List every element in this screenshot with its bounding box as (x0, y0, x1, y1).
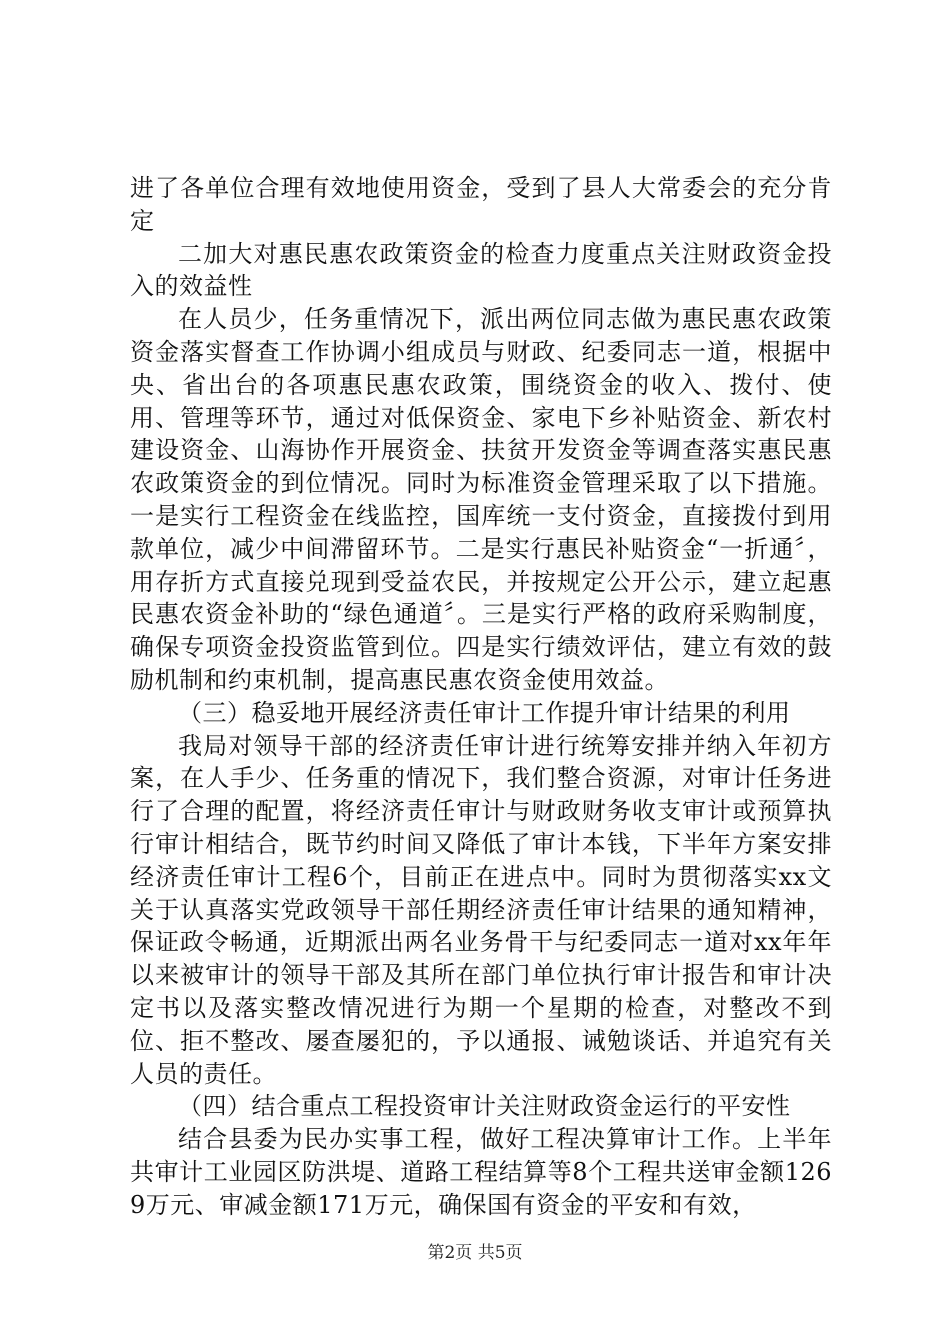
paragraph-continuation: 进了各单位合理有效地使用资金，受到了县人大常委会的充分肯定 (130, 174, 832, 235)
paragraph-economic-audit: 我局对领导干部的经济责任审计进行统筹安排并纳入年初方案，在人手少、任务重的情况下，我们整合资源，对审计任务进行了合理的配置，将经济责任审计与财政财务收支审计或预算执行审计相结合，既节约时间又降低了审计本钱，下半年方案安排经济责任审计工程6个，目前正在进点中。同时为贯彻落实xx文关于认真落实党政领导干部任期经济责任审计结果的通知精神，保证政令畅通，近期派出两名业务骨干与纪委同志一道对xx年年以来被审计的领导干部及其所在部门单位执行审计报告和审计决定书以及落实整改情况进行为期一个星期的检查，对整改不到位、拒不整改、屡查屡犯的，予以通报、诫勉谈话、并追究有关人员的责任。 (130, 731, 832, 1088)
document-body (130, 172, 832, 1222)
section-heading-3: （三）稳妥地开展经济责任审计工作提升审计结果的利用 (178, 698, 791, 727)
page-number-footer: 第2页 共5页 (427, 1243, 523, 1263)
section-heading-2: 二加大对惠民惠农政策资金的检查力度重点关注财政资金投入的效益性 (130, 239, 832, 301)
paragraph-project-audit: 结合县委为民办实事工程，做好工程决算审计工作。上半年共审计工业园区防洪堤、道路工程结算等8个工程共送审金额1269万元、审减金额171万元，确保国有资金的平安和有效， (130, 1125, 832, 1219)
paragraph-policy-funds: 在人员少，任务重情况下，派出两位同志做为惠民惠农政策资金落实督查工作协调小组成员与财政、纪委同志一道，根据中央、省出台的各项惠民惠农政策，围绕资金的收入、拨付、使用、管理等环节，通过对低保资金、家电下乡补贴资金、新农村建设资金、山海协作开展资金、扶贫开发资金等调查落实惠民惠农政策资金的到位情况。同时为标准资金管理采取了以下措施。一是实行工程资金在线监控，国库统一支付资金，直接拨付到用款单位，减少中间滞留环节。二是实行惠民补贴资金“一折通〞，用存折方式直接兑现到受益农民，并按规定公开公示，建立起惠民惠农资金补助的“绿色通道〞。三是实行严格的政府采购制度，确保专项资金投资监管到位。四是实行绩效评估，建立有效的鼓励机制和约束机制，提高惠民惠农资金使用效益。 (130, 305, 832, 694)
section-heading-4: （四）结合重点工程投资审计关注财政资金运行的平安性 (178, 1092, 791, 1121)
